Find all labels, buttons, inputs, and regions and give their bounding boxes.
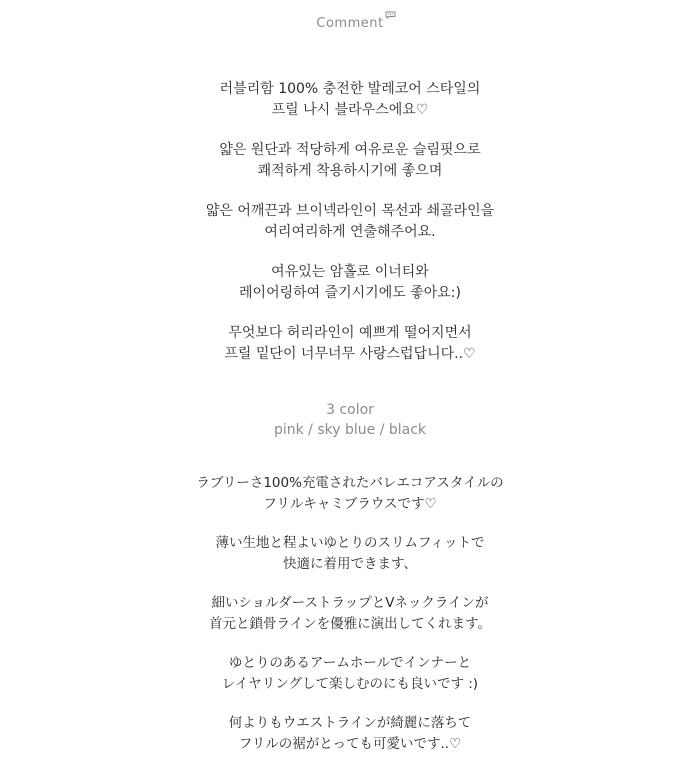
korean-line: 레이어링하여 즐기시기에도 좋아요:) xyxy=(239,285,461,301)
korean-line: 프릴 밑단이 너무너무 사랑스럽답니다..♡ xyxy=(224,346,476,362)
comment-title xyxy=(316,16,383,31)
japanese-line: 何よりもウエストラインが綺麗に落ちて xyxy=(228,715,472,731)
korean-paragraph-5 xyxy=(0,323,700,365)
japanese-paragraph-5 xyxy=(0,713,700,755)
comment-header xyxy=(0,12,700,31)
korean-description xyxy=(0,79,700,365)
korean-paragraph-1 xyxy=(0,79,700,121)
korean-paragraph-3 xyxy=(0,201,700,243)
korean-line: 쾌적하게 착용하시기에 좋으며 xyxy=(257,163,443,179)
korean-line: 얇은 어깨끈과 브이넥라인이 목선과 쇄골라인을 xyxy=(205,203,495,219)
color-count: 3 color xyxy=(326,402,374,418)
japanese-paragraph-2 xyxy=(0,533,700,575)
japanese-line: ラブリーさ100%充電されたバレエコアスタイルの xyxy=(196,475,504,491)
korean-line: 여유있는 암홀로 이너티와 xyxy=(271,264,429,280)
japanese-line: 快適に着用できます、 xyxy=(283,556,417,572)
color-options xyxy=(0,400,700,440)
color-list: pink / sky blue / black xyxy=(273,422,427,438)
japanese-line: フリルの裾がとっても可愛いです..♡ xyxy=(238,736,462,752)
korean-paragraph-2 xyxy=(0,140,700,182)
korean-paragraph-4 xyxy=(0,262,700,304)
korean-line: 얇은 원단과 적당하게 여유로운 슬림핏으로 xyxy=(219,142,481,158)
japanese-description xyxy=(0,473,700,755)
japanese-line: 首元と鎖骨ラインを優雅に演出してくれます。 xyxy=(208,616,491,632)
japanese-line: 薄い生地と程よいゆとりのスリムフィットで xyxy=(215,535,485,551)
japanese-line: フリルキャミブラウスです♡ xyxy=(263,496,437,512)
comment-title-text: Comment xyxy=(316,16,384,31)
korean-line: 프릴 나시 블라우스에요♡ xyxy=(271,102,429,118)
japanese-paragraph-4 xyxy=(0,653,700,695)
korean-line: 여리여리하게 연출해주어요. xyxy=(264,224,436,240)
japanese-line: ゆとりのあるアームホールでインナーと xyxy=(228,655,472,671)
japanese-paragraph-3 xyxy=(0,593,700,635)
japanese-line: 細いショルダーストラップとVネックラインが xyxy=(211,595,489,611)
speech-bubble-icon xyxy=(385,11,396,19)
japanese-line: レイヤリングして楽しむのにも良いです :) xyxy=(221,676,479,692)
korean-line: 러블리함 100% 충전한 발레코어 스타일의 xyxy=(219,81,481,97)
korean-line: 무엇보다 허리라인이 예쁘게 떨어지면서 xyxy=(228,325,472,341)
japanese-paragraph-1 xyxy=(0,473,700,515)
